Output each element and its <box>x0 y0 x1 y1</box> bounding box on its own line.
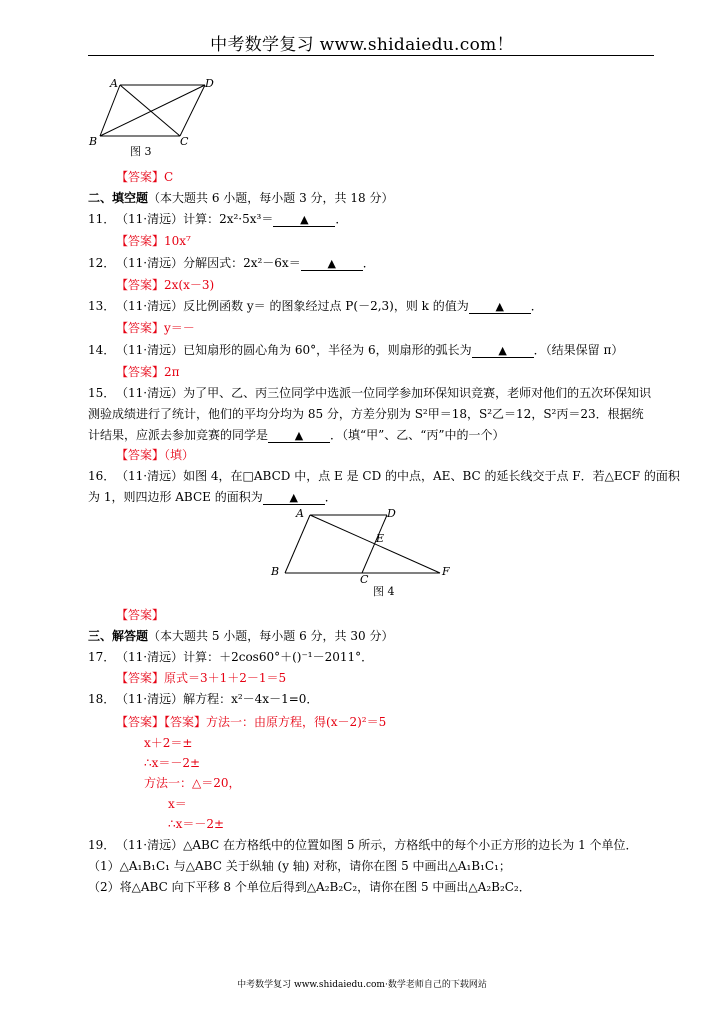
answer-18-method-2: 方法一：△＝20， <box>144 776 241 790</box>
question-19-part-1: （1）△A₁B₁C₁ 与△ABC 关于纵轴 (y 轴) 对称，请你在图 5 中画出△A₁B₁C₁； <box>88 859 511 873</box>
answer-blank: ▲ <box>469 299 531 314</box>
fig3-label-d: D <box>205 77 214 90</box>
fig4-label-e: E <box>376 532 385 545</box>
question-16-line-1: 16．（11·清远）如图 4，在□ABCD 中，点 E 是 CD 的中点，AE、BC 的延长线交于点 F．若△ECF 的面积 <box>88 469 680 483</box>
fig3-label-a: A <box>110 77 118 90</box>
page-header: 中考数学复习 www.shidaiedu.com！ <box>210 35 514 55</box>
question-15-line-3: 计结果，应派去参加竞赛的同学是 ▲ ．（填“甲”、乙、“丙”中的一个） <box>88 428 505 442</box>
section-3-title: 三、解答题（本大题共 5 小题，每小题 6 分，共 30 分） <box>88 629 394 643</box>
answer-blank: ▲ <box>263 490 325 505</box>
answer-blank: ▲ <box>273 212 335 227</box>
question-15-line-1: 15．（11·清远）为了甲、乙、丙三位同学中选派一位同学参加环保知识竞赛，老师对他们的五次环保知识 <box>88 386 652 400</box>
question-12: 12．（11·清远）分解因式：2x²－6x＝ ▲ ． <box>88 256 375 270</box>
answer-18-step-2: ∴x＝－2± <box>144 756 201 770</box>
question-19-part-2: （2）将△ABC 向下平移 8 个单位后得到△A₂B₂C₂，请你在图 5 中画出△A₂B₂C₂． <box>88 880 531 894</box>
answer-12: 【答案】2x(x－3) <box>116 278 215 292</box>
answer-14: 【答案】2π <box>116 365 180 379</box>
answer-11: 【答案】10x⁷ <box>116 234 191 248</box>
question-16-line-2: 为 1，则四边形 ABCE 的面积为 ▲ ． <box>88 490 337 504</box>
answer-16: 【答案】 <box>116 608 165 622</box>
answer-13: 【答案】y＝－ <box>116 321 195 335</box>
figure-3 <box>80 75 220 160</box>
answer-blank: ▲ <box>268 428 330 443</box>
answer-18-step-3: x＝ <box>168 797 187 811</box>
fig4-caption: 图 4 <box>373 585 395 598</box>
header-rule <box>88 55 654 56</box>
fig3-label-c: C <box>180 135 189 148</box>
question-15-line-2: 测验成绩进行了统计，他们的平均分均为 85 分，方差分别为 S²甲＝18，S²乙＝12，S²丙＝23．根据统 <box>88 407 644 421</box>
section-2-title: 二、填空题（本大题共 6 小题，每小题 3 分，共 18 分） <box>88 191 394 205</box>
question-18: 18．（11·清远）解方程：x²－4x－1=0． <box>88 692 319 706</box>
question-11: 11．（11·清远）计算：2x²·5x³＝ ▲ ． <box>88 212 348 226</box>
question-19: 19．（11·清远）△ABC 在方格纸中的位置如图 5 所示，方格纸中的每个小正方形的边长为 1 个单位． <box>88 838 638 852</box>
figure-4 <box>265 503 465 603</box>
answer-blank: ▲ <box>301 256 363 271</box>
fig4-label-b: B <box>271 565 280 578</box>
fig4-label-a: A <box>296 507 304 520</box>
answer-15: 【答案】（填） <box>116 448 195 462</box>
fig3-caption: 图 3 <box>130 145 152 158</box>
answer-blank: ▲ <box>472 343 534 358</box>
answer-18-step-1: x＋2＝± <box>144 736 193 750</box>
answer-18-step-4: ∴x＝－2± <box>168 817 225 831</box>
question-13: 13．（11·清远）反比例函数 y＝ 的图象经过点 P(－2,3)，则 k 的值为 ▲ ． <box>88 299 543 313</box>
fig4-label-c: C <box>360 573 369 586</box>
answer-fig3: 【答案】C <box>116 170 174 184</box>
question-17: 17．（11·清远）计算：＋2cos60°＋()⁻¹－2011°． <box>88 650 374 664</box>
fig3-label-b: B <box>89 135 98 148</box>
page-footer: 中考数学复习 www.shidaiedu.com·数学老师自己的下载网站 <box>237 980 487 990</box>
fig4-label-d: D <box>387 507 396 520</box>
question-14: 14．（11·清远）已知扇形的圆心角为 60°，半径为 6，则扇形的弧长为 ▲ ．（结果保留 π） <box>88 343 624 357</box>
fig4-label-f: F <box>442 565 450 578</box>
answer-18: 【答案】【答案】方法一：由原方程，得(x－2)²＝5 <box>116 715 387 729</box>
answer-17: 【答案】原式＝3＋1＋2－1＝5 <box>116 671 287 685</box>
